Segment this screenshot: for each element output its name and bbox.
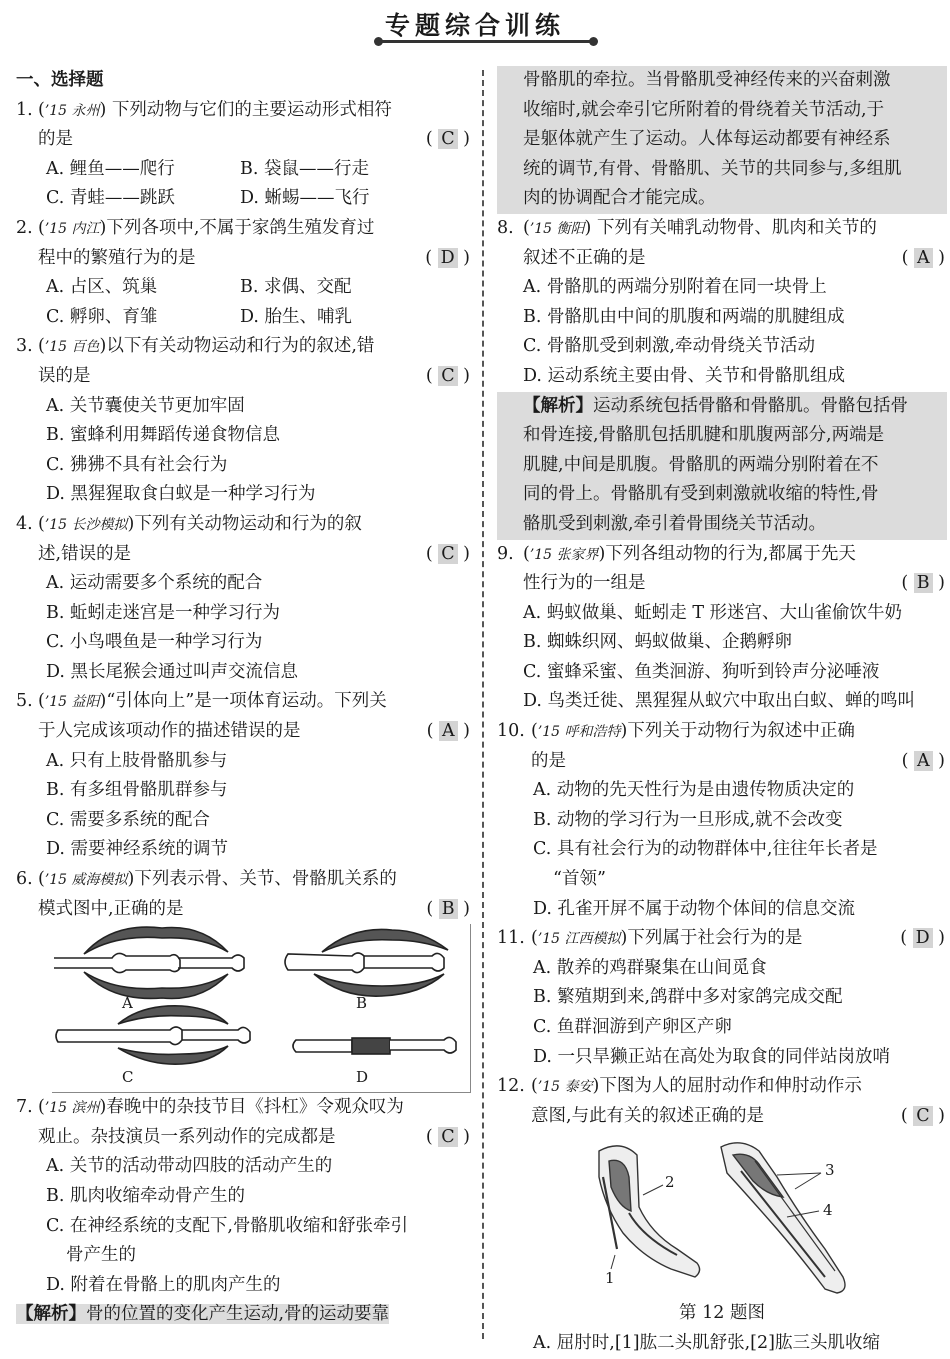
right-column: 骨骼肌的牵拉。当骨骼肌受神经传来的兴奋刺激 收缩时,就会牵引它所附着的骨绕着关节活动,于 是躯体就产生了运动。人体每运动都要有神经系 统的调节,有骨、骨骼肌、关节的共同参与,多组肌 肉的协调配合才能完成。 8. (’15 衡阳) 下列有关哺乳动物骨、肌肉和关节的 叙述不正确的是 ( A ) A. 骨骼肌的两端分别附着在同一块骨上 B. 骨骼肌由中间的肌腹和两端的肌腱组成 C. 骨骼肌受到刺激,牵动骨绕关节活动 D. 运动系统主要由骨、关节和骨骼肌组成 【解析】运动系统包括骨骼和骨骼肌。骨骼包括骨 和骨连接,骨骼肌包括肌腱和肌腹两部分,两端是 肌腱,中间是肌腹。骨骼肌的两端分别附着在不 同的骨上。骨骼肌有受到刺激就收缩的特性,骨 骼肌受到刺激,牵引着骨围绕关节活动。 9. (’15 张家界)下列各组动物的行为,都属于先天 性行为的一组是 ( B ) A. 蚂蚁做巢、蚯蚓走 T 形迷宫、大山雀偷饮牛奶 B. 蜘蛛织网、蚂蚁做巢、企鹅孵卵 C. 蜜蜂采蜜、鱼类洄游、狗听到铃声分泌唾液 D. 鸟类迁徙、黑猩猩从蚁穴中取出白蚁、蝉的鸣叫 10. (’15 呼和浩特)下列关于动物行为叙述中正确 的是 ( A ) A. 动物的先天性行为是由遗传物质决定的 B. 动物的学习行为一旦形成,就不会改变 C. 具有社会行为的动物群体中,往往年长者是 “首领” D. 孔雀开屏不属于动物个体间的信息交流 11. (’15 江西模拟)下列属于社会行为的是 ( D ) A. 散养的鸡群聚集在山间觅食 B. 繁殖期到来,鸽群中多对家鸽完成交配 C. 鱼群洄游到产卵区产卵 D. 一只旱獭正站在高处为取食的同伴站岗放哨 12. (’15 泰安)下图为人的屈肘动作和伸肘动作示 意图,与此有关的叙述正确的是 ( C ) 2 1 3 4 第 12 题图 A. 屈肘时,[1]肱二头肌舒张,[2]肱三头肌收缩 (497, 66, 947, 1359)
question-6-figure (52, 924, 471, 1093)
question-11-option: B. 繁殖期到来,鸽群中多对家鸽完成交配 (533, 987, 843, 1008)
answer-badge: ( C ) (425, 1126, 470, 1147)
question-2-options: A. 占区、筑巢 B. 求偶、交配 (46, 277, 352, 298)
figure-label-b: B (356, 994, 368, 1013)
question-4-stem: 4. (’15 长沙模拟)下列有关动物运动和行为的叙 (16, 513, 362, 534)
question-8-option: C. 骨骼肌受到刺激,牵动骨绕关节活动 (523, 336, 815, 357)
question-11-stem: 11. (’15 江西模拟)下列属于社会行为的是 ( D ) (497, 924, 947, 954)
question-7-option: 骨产生的 (66, 1245, 136, 1266)
question-5-option: C. 需要多系统的配合 (46, 809, 210, 830)
figure-label-a: A (122, 994, 133, 1013)
question-9-option: D. 鸟类迁徙、黑猩猩从蚁穴中取出白蚁、蝉的鸣叫 (523, 691, 916, 712)
question-4-option: A. 运动需要多个系统的配合 (46, 573, 263, 594)
question-3-option: B. 蜜蜂利用舞蹈传递食物信息 (46, 425, 280, 446)
answer-badge: ( B ) (426, 898, 470, 919)
question-7-stem: 7. (’15 滨州)春晚中的杂技节目《抖杠》令观众叹为 (16, 1097, 404, 1118)
figure-label-1: 1 (605, 1269, 615, 1288)
question-12-figure (581, 1137, 857, 1299)
elbow-flexion-extension-diagram (581, 1137, 857, 1299)
question-9-stem: 9. (’15 张家界)下列各组动物的行为,都属于先天 (497, 543, 856, 564)
answer-badge: ( D ) (425, 247, 470, 268)
question-10-option: “首领” (553, 869, 606, 890)
question-7-analysis-continued: 骨骼肌的牵拉。当骨骼肌受神经传来的兴奋刺激 收缩时,就会牵引它所附着的骨绕着关节活动,于 是躯体就产生了运动。人体每运动都要有神经系 统的调节,有骨、骨骼肌、关节的共同参与,多组肌 肉的协调配合才能完成。 (497, 66, 947, 214)
question-9-option: C. 蜜蜂采蜜、鱼类洄游、狗听到铃声分泌唾液 (523, 661, 880, 682)
question-4-option: C. 小鸟喂鱼是一种学习行为 (46, 632, 263, 653)
figure-caption: 第 12 题图 (679, 1303, 765, 1324)
page-title: 专题综合训练 (384, 11, 565, 40)
question-8-stem: 8. (’15 衡阳) 下列有关哺乳动物骨、肌肉和关节的 (497, 217, 877, 238)
answer-badge: ( A ) (901, 247, 945, 268)
question-5-stem: 5. (’15 益阳)“引体向上”是一项体育运动。下列关 (16, 691, 387, 712)
question-6-stem: 6. (’15 威海模拟)下列表示骨、关节、骨骼肌关系的 (16, 869, 397, 890)
question-7-option: A. 关节的活动带动四肢的活动产生的 (46, 1156, 333, 1177)
bone-joint-muscle-diagram (52, 924, 470, 1092)
question-8-option: D. 运动系统主要由骨、关节和骨骼肌组成 (523, 365, 846, 386)
question-3-stem: 3. (’15 百色)以下有关动物运动和行为的叙述,错 (16, 336, 375, 357)
figure-label-2: 2 (665, 1173, 675, 1192)
answer-badge: ( D ) (900, 928, 945, 949)
figure-label-4: 4 (823, 1201, 833, 1220)
title-underline (378, 40, 594, 43)
question-9-option: B. 蜘蛛织网、蚂蚁做巢、企鹅孵卵 (523, 632, 792, 653)
question-1-options: A. 鲤鱼——爬行 B. 袋鼠——行走 (46, 158, 369, 179)
answer-badge: ( C ) (425, 129, 470, 150)
answer-badge: ( A ) (426, 721, 470, 742)
question-12-stem: 12. (’15 泰安)下图为人的屈肘动作和伸肘动作示 (497, 1076, 862, 1097)
question-11-option: C. 鱼群洄游到产卵区产卵 (533, 1017, 732, 1037)
answer-badge: ( C ) (425, 365, 470, 386)
question-3-option: D. 黑猩猩取食白蚁是一种学习行为 (46, 484, 316, 505)
question-7-option: D. 附着在骨骼上的肌肉产生的 (46, 1274, 281, 1295)
question-10-option: B. 动物的学习行为一旦形成,就不会改变 (533, 809, 843, 830)
column-divider (482, 70, 484, 1339)
question-11-option: A. 散养的鸡群聚集在山间觅食 (533, 957, 767, 978)
question-10-option: D. 孔雀开屏不属于动物个体间的信息交流 (533, 898, 856, 919)
question-5-option: D. 需要神经系统的调节 (46, 839, 229, 860)
question-11-option: D. 一只旱獭正站在高处为取食的同伴站岗放哨 (533, 1046, 891, 1067)
answer-badge: ( A ) (901, 750, 945, 771)
question-9-option: A. 蚂蚁做巢、蚯蚓走 T 形迷宫、大山雀偷饮牛奶 (523, 602, 903, 623)
figure-label-3: 3 (825, 1161, 835, 1180)
question-8-analysis: 【解析】运动系统包括骨骼和骨骼肌。骨骼包括骨 和骨连接,骨骼肌包括肌腱和肌腹两部分,两端是 肌腱,中间是肌腹。骨骼肌的两端分别附着在不 同的骨上。骨骼肌有受到刺激就收缩的特性,骨 骼肌受到刺激,牵引着骨围绕关节活动。 (497, 392, 947, 540)
question-3-option: A. 关节囊使关节更加牢固 (46, 395, 245, 416)
question-12-option: A. 屈肘时,[1]肱二头肌舒张,[2]肱三头肌收缩 (533, 1332, 880, 1353)
question-8-option: A. 骨骼肌的两端分别附着在同一块骨上 (523, 277, 827, 298)
question-2-stem: 2. (’15 内江)下列各项中,不属于家鸽生殖发育过 (16, 217, 375, 238)
question-10-option: C. 具有社会行为的动物群体中,往往年长者是 (533, 839, 878, 860)
answer-badge: ( C ) (900, 1105, 945, 1126)
question-10-option: A. 动物的先天性行为是由遗传物质决定的 (533, 780, 855, 801)
figure-label-d: D (356, 1068, 369, 1087)
question-4-option: D. 黑长尾猴会通过叫声交流信息 (46, 661, 299, 682)
left-column: 一、选择题 1. (’15 永州) 下列动物与它们的主要运动形式相符 的是 ( C ) A. 鲤鱼——爬行 B. 袋鼠——行走 C. 青蛙——跳跃 D. 蜥蜴——飞行 2. (’15 内江)下列各项中,不属于家鸽生殖发育过 程中的繁殖行为的是 ( D ) A. 占区、筑巢 B. 求偶、交配 C. 孵卵、育雏 D. 胎生、哺乳 3. (’15 百色)以下有关动物运动和行为的叙述,错 误的是 ( C ) A. 关节囊使关节更加牢固 B. 蜜蜂利用舞蹈传递食物信息 C. 狒狒不具有社会行为 D. 黑猩猩取食白蚁是一种学习行为 4. (’15 长沙模拟)下列有关动物运动和行为的叙 述,错误的是 ( C ) A. 运动需要多个系统的配合 B. 蚯蚓走迷宫是一种学习行为 C. 小鸟喂鱼是一种学习行为 D. 黑长尾猴会通过叫声交流信息 5. (’15 益阳)“引体向上”是一项体育运动。下列关 于人完成该项动作的描述错误的是 ( A ) A. 只有上肢骨骼肌参与 B. 有多组骨骼肌群参与 C. 需要多系统的配合 D. 需要神经系统的调节 6. (’15 威海模拟)下列表示骨、关节、骨骼肌关系的 模式图中,正确的是 ( B ) A B C D 7. (’15 滨州)春晚中的杂技节目《抖杠》令观众叹为 观止。杂技演员一系列动作的完成都是 ( C ) A. 关节的活动带动四肢的活动产生的 B. 肌肉收缩牵动骨产生的 C. 在神经系统的支配下,骨骼肌收缩和舒张牵引 骨产生的 D. 附着在骨骼上的肌肉产生的 【解析】骨的位置的变化产生运动,骨的运动要靠 (16, 66, 472, 1330)
question-5-option: B. 有多组骨骼肌群参与 (46, 780, 228, 801)
question-7-analysis: 【解析】骨的位置的变化产生运动,骨的运动要靠 (16, 1304, 390, 1325)
section-heading: 一、选择题 (16, 70, 104, 90)
question-8-option: B. 骨骼肌由中间的肌腹和两端的肌腱组成 (523, 306, 845, 327)
question-7-option: B. 肌肉收缩牵动骨产生的 (46, 1186, 245, 1206)
question-1-stem: 1. (’15 永州) 下列动物与它们的主要运动形式相符 (16, 99, 392, 120)
question-3-option: C. 狒狒不具有社会行为 (46, 454, 228, 475)
question-5-option: A. 只有上肢骨骼肌参与 (46, 750, 228, 771)
answer-badge: ( C ) (425, 543, 470, 564)
question-4-option: B. 蚯蚓走迷宫是一种学习行为 (46, 602, 280, 623)
answer-badge: ( B ) (901, 573, 945, 594)
question-10-stem: 10. (’15 呼和浩特)下列关于动物行为叙述中正确 (497, 721, 855, 742)
figure-label-c: C (122, 1068, 134, 1087)
question-7-option: C. 在神经系统的支配下,骨骼肌收缩和舒张牵引 (46, 1215, 408, 1236)
